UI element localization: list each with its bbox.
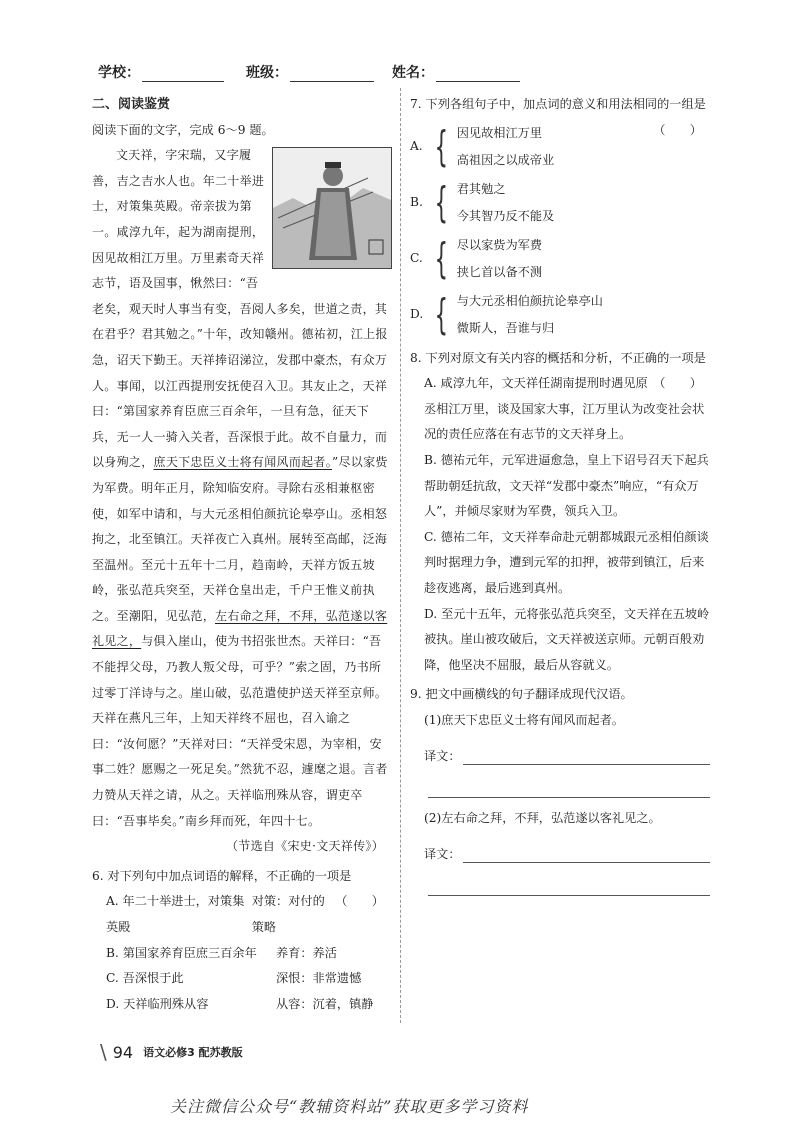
q9-sentence-2: (2)左右命之拜，不拜，弘范遂以客礼见之。 (424, 811, 661, 826)
answer-line[interactable] (463, 842, 710, 863)
q7-option-b[interactable]: B. { 君其勉之 今其智乃反不能及 (410, 177, 555, 227)
page-number: 94 (112, 1042, 134, 1062)
watermark-text: 关注微信公众号“教辅资料站”获取更多学习资料 (170, 1097, 529, 1116)
right-column (410, 92, 710, 896)
q7-option-a[interactable]: A. { 因见故相江万里 高祖因之以成帝业 (410, 121, 555, 171)
instruction-text: 阅读下面的文字，完成 6～9 题。 (92, 122, 274, 137)
q8-option-b[interactable]: B. 德祐元年，元军进逼愈急，皇上下诏号召天下起兵帮助朝廷抗敌，文天祥“发郡中豪杰”响应，“有众万人”，并倾尽家财为军费，领兵入卫。 (424, 452, 709, 519)
underlined-sentence-2: 左右命之拜，不拜，弘范遂以客礼见之， (92, 608, 388, 649)
q6-option-b[interactable]: B. 第国家养育臣庶三百余年 养育：养活 (106, 945, 337, 960)
q8-option-a[interactable]: A. 咸淳九年，文天祥任湖南提刑时遇见原丞相江万里，谈及国家大事，江万里认为改变社会状况的责任应落在有志节的文天祥身上。 (424, 376, 705, 442)
column-divider (400, 88, 401, 1023)
section-title: 二、阅读鉴赏 (92, 97, 171, 112)
q6-option-d[interactable]: D. 天祥临刑殊从容 从容：沉着，镇静 (106, 996, 374, 1011)
answer-line[interactable] (463, 744, 710, 765)
q7-option-c[interactable]: C. { 尽以家赀为军费 挟匕首以备不测 (410, 233, 543, 283)
answer-line[interactable] (428, 769, 710, 798)
underlined-sentence-1: 庶天下忠臣义士将有闻风而起者。 (153, 455, 333, 470)
q9-answer-2: 译文： (424, 842, 710, 868)
brace-icon: { (434, 233, 449, 283)
question-6: 6. 对下列句中加点词语的解释，不正确的一项是 （ ） A. 年二十举进士，对策集英殿 对策：对付的策略 B. 第国家养育臣庶三百余年 养育：养活 C. 吾深恨于此 深恨：非常遗憾 D. 天祥临刑殊从容 从容：沉着，镇静 (92, 864, 392, 1018)
school-field: 学校： (98, 62, 224, 82)
question-8: 8. 下列对原文有关内容的概括和分析，不正确的一项是 （ ） A. 咸淳九年，文天祥任湖南提刑时遇见原丞相江万里，谈及国家大事，江万里认为改变社会状况的责任应落在有志节的文天祥身上。 B. 德祐元年，元军进逼愈急，皇上下诏号召天下起兵帮助朝廷抗敌，文天祥“发郡中豪杰”响应，“有众万人”，并倾尽家财为军费，领兵入卫。 C. 德祐二年，文天祥奉命赴元朝都城跟元丞相伯颜谈判时据理力争，遭到元军的扣押，被带到镇江，后来趁夜逃离，最后逃到真州。 D. 至元十五年，元将张弘范兵突至，文天祥在五坡岭被执。崖山被攻破后，文天祥被送京师。元朝百般劝降，他坚决不屈服，最后从容就义。 (410, 346, 710, 679)
school-input-line[interactable] (142, 67, 224, 82)
reading-passage: 文天祥，字宋瑞，又字履善，吉之吉水人也。年二十举进士，对策集英殿。帝亲拔为第一。咸淳九年，起为湖南提刑，因见故相江万里。万里素奇天祥志节，语及国事，愀然曰：“吾老矣，观天时人事当有变，吾阅人多矣，世道之责，其在君乎？君其勉之。”十年，改知赣州。德祐初，江上报急，诏天下勤王。天祥捧诏涕泣，发郡中豪杰，有众万人。事闻，以江西提刑安抚使召入卫。其友止之，天祥曰：“第国家养育臣庶三百余年，一旦有急，征天下兵，无一人一骑入关者，吾深恨于此。故不自量力，而以身殉之，庶天下忠臣义士将有闻风而起者。”尽以家赀为军费。明年正月，除知临安府。寻除右丞相兼枢密使，如军中请和，与大元丞相伯颜抗论皋亭山。丞相怒拘之，北至镇江。天祥夜亡入真州。展转至高邮，泛海至温州。至元十五年十二月，趋南岭，天祥方饭五坡岭，张弘范兵突至，天祥仓皇出走，千户王惟义前执之。至潮阳，见弘范，左右命之拜，不拜，弘范遂以客礼见之，与俱入崖山，使为书招张世杰。天祥曰：“吾不能捍父母，乃教人叛父母，可乎？”索之固，乃书所过零丁洋诗与之。崖山破，弘范遣使护送天祥至京师。天祥在燕凡三年，上知天祥终不屈也，召入谕之曰：“汝何愿？”天祥对曰：“天祥受宋恩，为宰相，安事二姓？愿赐之一死足矣。”然犹不忍，遽麾之退。言者力赞从天祥之请，从之。天祥临刑殊从容，谓吏卒曰：“吾事毕矣。”南乡拜而死，年四十七。 （节选自《宋史·文天祥传》） (92, 143, 392, 860)
brace-icon: { (434, 177, 449, 227)
q8-option-c[interactable]: C. 德祐二年，文天祥奉命赴元朝都城跟元丞相伯颜谈判时据理力争，遭到元军的扣押，被带到镇江，后来趁夜逃离，最后逃到真州。 (424, 529, 709, 595)
answer-paren[interactable]: （ ） (653, 122, 702, 137)
question-9: 9. 把文中画横线的句子翻译成现代汉语。 (1)庶天下忠臣义士将有闻风而起者。 译文： (2)左右命之拜，不拜，弘范遂以客礼见之。 译文： (410, 682, 710, 896)
brace-icon: { (434, 289, 449, 339)
page-footer (100, 1040, 243, 1064)
question-7: 7. 下列各组句子中，加点词的意义和用法相同的一组是 （ ） A. { 因见故相江万里 高祖因之以成帝业 B. { 君其勉之 今其智乃反不能及 C. { 尽以家赀为军费 挟匕首以备不测 D. { 与大元丞相伯颜抗论皋亭山 微斯人，吾谁与归 (410, 92, 710, 342)
book-title: 语文必修3 配苏教版 (143, 1046, 243, 1059)
q6-option-c[interactable]: C. 吾深恨于此 深恨：非常遗憾 (106, 971, 362, 986)
left-column (92, 92, 392, 1017)
name-input-line[interactable] (436, 67, 520, 82)
slash-decoration-icon: \ (100, 1040, 107, 1064)
passage-source: （节选自《宋史·文天祥传》） (225, 839, 384, 854)
q8-option-d[interactable]: D. 至元十五年，元将张弘范兵突至，文天祥在五坡岭被执。崖山被攻破后，文天祥被送京师。元朝百般劝降，他坚决不屈服，最后从容就义。 (424, 606, 710, 672)
answer-paren[interactable]: （ ） (653, 376, 702, 391)
portrait-illustration (272, 147, 392, 269)
q9-sentence-1: (1)庶天下忠臣义士将有闻风而起者。 (424, 712, 625, 727)
q6-option-a[interactable]: A. 年二十举进士，对策集英殿 对策：对付的策略 (106, 894, 325, 934)
class-field: 班级： (246, 62, 374, 82)
name-field: 姓名： (392, 62, 520, 82)
answer-paren[interactable]: （ ） (335, 894, 384, 909)
class-input-line[interactable] (290, 67, 374, 82)
brace-icon: { (434, 121, 449, 171)
q7-option-d[interactable]: D. { 与大元丞相伯颜抗论皋亭山 微斯人，吾谁与归 (410, 289, 603, 339)
answer-line[interactable] (428, 867, 710, 896)
q9-answer-1: 译文： (424, 744, 710, 770)
